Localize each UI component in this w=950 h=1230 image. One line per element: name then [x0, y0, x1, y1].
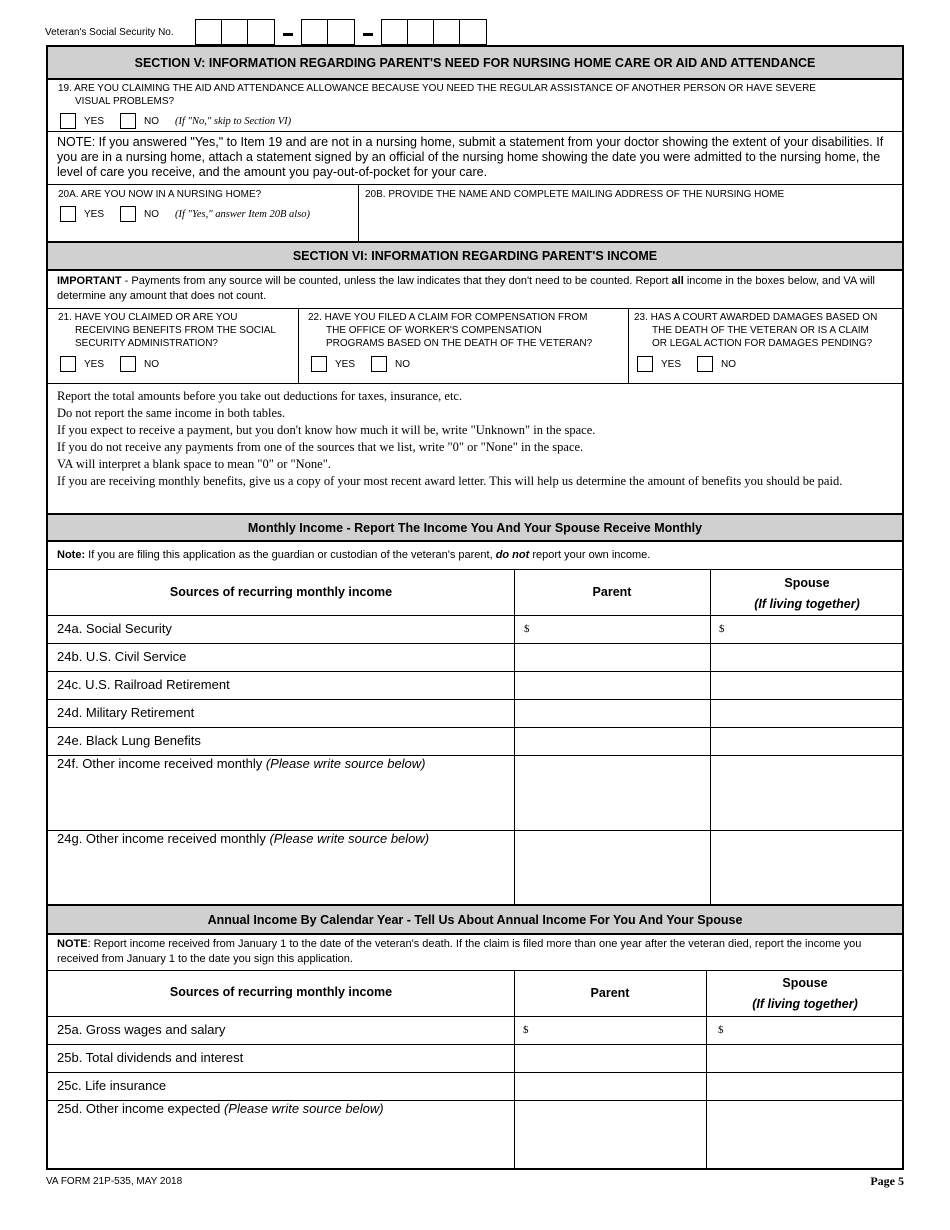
row-25b-label: 25b. Total dividends and interest	[57, 1050, 244, 1065]
row-25d-hint: (Please write source below)	[223, 1101, 384, 1116]
q21-yes-label: YES	[84, 358, 105, 370]
table-row	[48, 1045, 902, 1073]
ssn-digit-box[interactable]	[434, 20, 460, 44]
dollar-sign: $	[524, 623, 530, 635]
ssn-dash	[355, 19, 381, 45]
annual-income-table	[48, 971, 902, 1170]
q19-hint: (If "No," skip to Section VI)	[175, 115, 292, 127]
row-25d-source-field[interactable]	[52, 1119, 510, 1167]
row-24g-label: 24g. Other income received monthly	[57, 831, 270, 846]
q22-text-2: THE OFFICE OF WORKER'S COMPENSATION	[326, 325, 542, 336]
section-5-title: SECTION V: INFORMATION REGARDING PARENT'S NEED FOR NURSING HOME CARE OR AID AND ATTENDANCE	[134, 55, 816, 70]
ssn-group-1[interactable]	[195, 19, 275, 45]
ssn-digit-box[interactable]	[382, 20, 408, 44]
monthly-income-title: Monthly Income - Report The Income You And Your Spouse Receive Monthly	[247, 520, 703, 535]
q22-text-1: 22. HAVE YOU FILED A CLAIM FOR COMPENSATION FROM	[308, 312, 588, 323]
q20a-yes-label: YES	[84, 208, 105, 220]
row-24e-spouse-field[interactable]	[712, 730, 902, 754]
row-24f-hint: (Please write source below)	[265, 756, 426, 771]
q21-yes-checkbox[interactable]	[60, 356, 76, 372]
annual-table-header-row	[48, 971, 902, 1017]
q22-yes-label: YES	[335, 358, 356, 370]
annual-col-spouse: Spouse	[782, 976, 828, 990]
q19-text-1: 19. ARE YOU CLAIMING THE AID AND ATTENDANCE ALLOWANCE BECAUSE YOU NEED THE REGULAR ASSISTANCE OF ANOTHER PERSON OR HAVE SEVERE	[58, 83, 816, 94]
row-25b-parent-field[interactable]	[516, 1047, 704, 1071]
row-25b-spouse-field[interactable]	[708, 1047, 902, 1071]
row-25a-spouse-field[interactable]	[728, 1019, 900, 1043]
ssn-group-3[interactable]	[381, 19, 487, 45]
row-24a-parent-field[interactable]	[534, 618, 706, 642]
monthly-col-parent: Parent	[592, 585, 632, 599]
monthly-income-header	[48, 515, 902, 542]
income-instructions	[48, 384, 902, 515]
dollar-sign: $	[718, 1024, 724, 1036]
row-24c-label: 24c. U.S. Railroad Retirement	[57, 677, 230, 692]
row-25d-spouse-field[interactable]	[708, 1103, 902, 1167]
row-25c-parent-field[interactable]	[516, 1075, 704, 1099]
q23-no-checkbox[interactable]	[697, 356, 713, 372]
section-5-note-text: NOTE: If you answered "Yes," to Item 19 and are not in a nursing home, submit a statement from your doctor showing the extent of your disabilities. If you are in a nursing home, attach a statement signed by an official of the nursing home showing the date you were admitted to the nursing home, the level of care you receive, and the amount you pay-out-of-pocket for your care.	[57, 135, 884, 179]
row-24c-spouse-field[interactable]	[712, 674, 902, 698]
form-frame	[46, 45, 904, 1170]
q20a-yes-checkbox[interactable]	[60, 206, 76, 222]
q23-text-1: 23. HAS A COURT AWARDED DAMAGES BASED ON	[634, 312, 878, 323]
dollar-sign: $	[719, 623, 725, 635]
row-24e-parent-field[interactable]	[516, 730, 708, 754]
q20a-text: 20A. ARE YOU NOW IN A NURSING HOME?	[58, 189, 262, 200]
monthly-note	[48, 542, 902, 570]
q20a-hint: (If "Yes," answer Item 20B also)	[175, 208, 311, 220]
q23-text-2: THE DEATH OF THE VETERAN OR IS A CLAIM	[652, 325, 869, 336]
table-row	[48, 644, 902, 672]
table-row	[48, 728, 902, 756]
table-row	[48, 756, 902, 831]
annual-note-label: NOTE	[57, 938, 88, 950]
ssn-digit-box[interactable]	[328, 20, 354, 44]
ssn-digit-box[interactable]	[302, 20, 328, 44]
row-24b-parent-field[interactable]	[516, 646, 708, 670]
section-5-header	[48, 47, 902, 80]
question-20	[48, 185, 902, 243]
row-24f-spouse-field[interactable]	[712, 758, 902, 828]
q20a-no-checkbox[interactable]	[120, 206, 136, 222]
row-25c-spouse-field[interactable]	[708, 1075, 902, 1099]
row-25a-label: 25a. Gross wages and salary	[57, 1022, 226, 1037]
monthly-col-spouse: Spouse	[784, 576, 830, 590]
table-row	[48, 1073, 902, 1101]
page-number: Page 5	[870, 1174, 904, 1188]
row-24c-parent-field[interactable]	[516, 674, 708, 698]
row-24g-parent-field[interactable]	[516, 833, 708, 903]
section-5-note	[48, 132, 902, 185]
row-25a-parent-field[interactable]	[534, 1019, 702, 1043]
q19-no-checkbox[interactable]	[120, 113, 136, 129]
table-row	[48, 831, 902, 906]
q22-no-checkbox[interactable]	[371, 356, 387, 372]
question-19	[48, 80, 902, 132]
q22-yes-checkbox[interactable]	[311, 356, 327, 372]
row-24a-spouse-field[interactable]	[730, 618, 900, 642]
ssn-label: Veteran's Social Security No.	[45, 27, 174, 38]
q20b-text: 20B. PROVIDE THE NAME AND COMPLETE MAILING ADDRESS OF THE NURSING HOME	[365, 189, 785, 200]
section-6-header	[48, 243, 902, 271]
annual-note	[48, 935, 902, 971]
table-row	[48, 700, 902, 728]
row-25d-label: 25d. Other income expected	[57, 1101, 224, 1116]
instruction-line: If you do not receive any payments from one of the sources that we list, write "0" or "None" in the space.	[57, 440, 584, 454]
ssn-digit-box[interactable]	[248, 20, 274, 44]
q19-yes-checkbox[interactable]	[60, 113, 76, 129]
table-row	[48, 616, 902, 644]
ssn-digit-box[interactable]	[222, 20, 248, 44]
q19-yes-label: YES	[84, 115, 105, 127]
q21-no-checkbox[interactable]	[120, 356, 136, 372]
annual-col-source: Sources of recurring monthly income	[169, 985, 393, 999]
q21-text-2: RECEIVING BENEFITS FROM THE SOCIAL	[75, 325, 276, 336]
row-24g-spouse-field[interactable]	[712, 833, 902, 903]
q19-no-label: NO	[144, 115, 160, 127]
row-24b-label: 24b. U.S. Civil Service	[57, 649, 187, 664]
row-24f-parent-field[interactable]	[516, 758, 708, 828]
row-24g-source-field[interactable]	[52, 849, 510, 903]
q23-yes-checkbox[interactable]	[637, 356, 653, 372]
q23-no-label: NO	[721, 358, 737, 370]
row-24b-spouse-field[interactable]	[712, 646, 902, 670]
annual-col-spouse-sub: (If living together)	[752, 997, 858, 1011]
form-id: VA FORM 21P-535, MAY 2018	[46, 1176, 183, 1187]
nursing-home-address-field[interactable]	[360, 203, 900, 239]
row-24d-label: 24d. Military Retirement	[57, 705, 195, 720]
q19-text-2: VISUAL PROBLEMS?	[75, 96, 175, 107]
instruction-line: VA will interpret a blank space to mean "0" or "None".	[57, 457, 331, 471]
instruction-line: If you are receiving monthly benefits, give us a copy of your most recent award letter. This will help us determine the amount of benefits you should be paid.	[57, 474, 843, 488]
row-24a-label: 24a. Social Security	[57, 621, 172, 636]
q22-no-label: NO	[395, 358, 411, 370]
q23-yes-label: YES	[661, 358, 682, 370]
q21-text-3: SECURITY ADMINISTRATION?	[75, 338, 218, 349]
annual-income-title: Annual Income By Calendar Year - Tell Us About Annual Income For You And Your Spouse	[207, 912, 743, 927]
instruction-line: If you expect to receive a payment, but you don't know how much it will be, write "Unknown" in the space.	[57, 423, 596, 437]
monthly-note-label: Note:	[57, 549, 86, 561]
q20a-no-label: NO	[144, 208, 160, 220]
q23-text-3: OR LEGAL ACTION FOR DAMAGES PENDING?	[652, 338, 873, 349]
monthly-note-emph: do not	[495, 549, 530, 561]
monthly-note-text-2: report your own income.	[529, 549, 651, 561]
monthly-table-header-row	[48, 570, 902, 616]
questions-21-23	[48, 309, 902, 384]
table-row	[48, 1017, 902, 1045]
row-24g-hint: (Please write source below)	[269, 831, 430, 846]
ssn-digit-box[interactable]	[196, 20, 222, 44]
important-label: IMPORTANT	[57, 275, 122, 287]
monthly-note-text-1: If you are filing this application as the guardian or custodian of the veteran's parent,	[85, 549, 496, 561]
row-24f-source-field[interactable]	[52, 774, 510, 828]
ssn-input[interactable]	[195, 19, 487, 45]
dollar-sign: $	[523, 1024, 529, 1036]
q22-text-3: PROGRAMS BASED ON THE DEATH OF THE VETERAN?	[326, 338, 593, 349]
row-24f-label: 24f. Other income received monthly	[57, 756, 266, 771]
ssn-digit-box[interactable]	[460, 20, 486, 44]
section-6-important	[48, 271, 902, 309]
ssn-digit-box[interactable]	[408, 20, 434, 44]
important-all: all	[671, 275, 684, 287]
ssn-dash	[275, 19, 301, 45]
instruction-line: Do not report the same income in both tables.	[57, 406, 286, 420]
row-25c-label: 25c. Life insurance	[57, 1078, 167, 1093]
annual-income-header	[48, 906, 902, 935]
row-24d-spouse-field[interactable]	[712, 702, 902, 726]
q21-text-1: 21. HAVE YOU CLAIMED OR ARE YOU	[58, 312, 238, 323]
table-row	[48, 672, 902, 700]
instruction-line: Report the total amounts before you take out deductions for taxes, insurance, etc.	[57, 389, 463, 403]
ssn-group-2[interactable]	[301, 19, 355, 45]
important-text-1: - Payments from any source will be counted, unless the law indicates that they don't need to be counted. Report	[121, 275, 672, 287]
annual-col-parent: Parent	[590, 986, 630, 1000]
annual-note-text: : Report income received from January 1 to the date of the veteran's death. If the claim is filed more than one year after the veteran died, report the income you received from January 1 to the date you sign this application.	[57, 938, 862, 965]
section-6-title: SECTION VI: INFORMATION REGARDING PARENT'S INCOME	[292, 249, 658, 263]
monthly-col-source: Sources of recurring monthly income	[169, 585, 393, 599]
row-24d-parent-field[interactable]	[516, 702, 708, 726]
monthly-income-table	[48, 570, 902, 906]
row-24e-label: 24e. Black Lung Benefits	[57, 733, 201, 748]
q21-no-label: NO	[144, 358, 160, 370]
table-row	[48, 1101, 902, 1170]
row-25d-parent-field[interactable]	[516, 1103, 704, 1167]
important-text-2: income in the boxes below, and VA will determine any amount that does not count.	[57, 275, 875, 302]
monthly-col-spouse-sub: (If living together)	[754, 597, 860, 611]
